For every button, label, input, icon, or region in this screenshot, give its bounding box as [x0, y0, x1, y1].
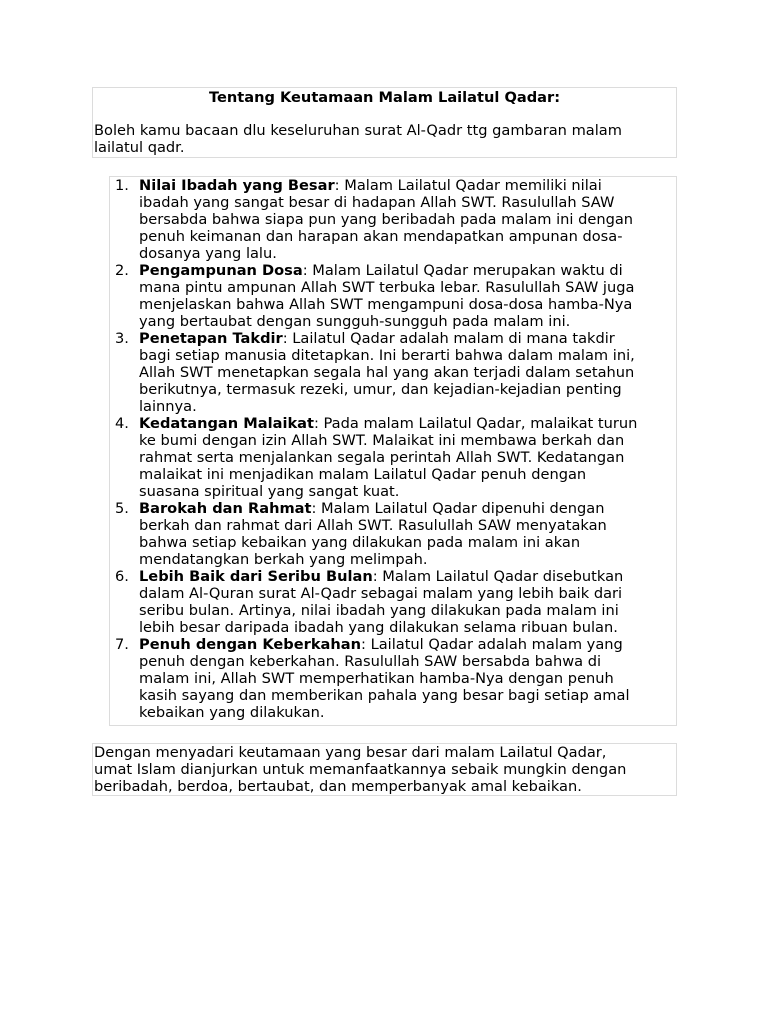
list-item-line: penuh keimanan dan harapan akan mendapatkan ampunan dosa-: [139, 228, 623, 245]
list-item-number: 2.: [115, 262, 129, 279]
intro-section: [92, 87, 677, 158]
list-item-line: bagi setiap manusia ditetapkan. Ini berarti bahwa dalam malam ini,: [139, 347, 635, 364]
list-item-line: mana pintu ampunan Allah SWT terbuka lebar. Rasulullah SAW juga: [139, 279, 635, 296]
list-item-line: malaikat ini menjadikan malam Lailatul Qadar penuh dengan: [139, 466, 587, 483]
list-item-line: lainnya.: [139, 398, 197, 415]
list-item-line: : Malam Lailatul Qadar disebutkan: [372, 568, 624, 585]
list-item-line: seribu bulan. Artinya, nilai ibadah yang dilakukan pada malam ini: [139, 602, 619, 619]
list-item-term: Penuh dengan Keberkahan: [139, 636, 362, 653]
virtues-list-section: [109, 176, 677, 726]
list-item: [115, 262, 676, 330]
list-item-line: menjelaskan bahwa Allah SWT mengampuni dosa-dosa hamba-Nya: [139, 296, 633, 313]
closing-paragraph: [93, 744, 676, 795]
intro-paragraph: [93, 122, 676, 156]
list-item-line: bersabda bahwa siapa pun yang beribadah pada malam ini dengan: [139, 211, 634, 228]
list-item-term: Pengampunan Dosa: [139, 262, 303, 279]
list-item-line: : Malam Lailatul Qadar merupakan waktu di: [302, 262, 623, 279]
list-item-line: kasih sayang dan memberikan pahala yang besar bagi setiap amal: [139, 687, 630, 704]
list-item-term: Nilai Ibadah yang Besar: [139, 177, 335, 194]
list-item: [115, 500, 676, 568]
closing-line: beribadah, berdoa, bertaubat, dan memperbanyak amal kebaikan.: [94, 778, 582, 795]
list-item-line: mendatangkan berkah yang melimpah.: [139, 551, 428, 568]
list-item-number: 7.: [115, 636, 129, 653]
list-item-term: Barokah dan Rahmat: [139, 500, 312, 517]
list-item-line: kebaikan yang dilakukan.: [139, 704, 325, 721]
list-item-line: bahwa setiap kebaikan yang dilakukan pada malam ini akan: [139, 534, 581, 551]
list-item-line: : Lailatul Qadar adalah malam yang: [361, 636, 623, 653]
list-item-line: malam ini, Allah SWT memperhatikan hamba-Nya dengan penuh: [139, 670, 614, 687]
list-item-line: ke bumi dengan izin Allah SWT. Malaikat ini membawa berkah dan: [139, 432, 625, 449]
list-item-line: lebih besar daripada ibadah yang dilakukan selama ribuan bulan.: [139, 619, 618, 636]
list-item-number: 3.: [115, 330, 129, 347]
list-item-line: : Malam Lailatul Qadar dipenuhi dengan: [311, 500, 605, 517]
list-item-line: berkah dan rahmat dari Allah SWT. Rasulullah SAW menyatakan: [139, 517, 607, 534]
list-item-line: suasana spiritual yang sangat kuat.: [139, 483, 400, 500]
list-item-number: 5.: [115, 500, 129, 517]
virtues-list: [110, 177, 676, 721]
list-item-line: Allah SWT menetapkan segala hal yang akan terjadi dalam setahun: [139, 364, 635, 381]
list-item-number: 6.: [115, 568, 129, 585]
closing-line: umat Islam dianjurkan untuk memanfaatkannya sebaik mungkin dengan: [94, 761, 627, 778]
list-item-line: dalam Al-Quran surat Al-Qadr sebagai malam yang lebih baik dari: [139, 585, 623, 602]
list-item-line: rahmat serta menjalankan segala perintah Allah SWT. Kedatangan: [139, 449, 625, 466]
list-item-term: Lebih Baik dari Seribu Bulan: [139, 568, 373, 585]
list-item-line: : Pada malam Lailatul Qadar, malaikat turun: [313, 415, 638, 432]
closing-section: [92, 743, 677, 796]
list-item: [115, 568, 676, 636]
intro-line: lailatul qadr.: [94, 139, 185, 156]
closing-line: Dengan menyadari keutamaan yang besar dari malam Lailatul Qadar,: [94, 744, 607, 761]
intro-line: Boleh kamu bacaan dlu keseluruhan surat Al-Qadr ttg gambaran malam: [94, 122, 622, 139]
list-item-line: berikutnya, termasuk rezeki, umur, dan kejadian-kejadian penting: [139, 381, 622, 398]
list-item: [115, 177, 676, 262]
list-item-line: yang bertaubat dengan sungguh-sungguh pada malam ini.: [139, 313, 571, 330]
list-item-line: dosanya yang lalu.: [139, 245, 277, 262]
list-item: [115, 330, 676, 415]
document-title: Tentang Keutamaan Malam Lailatul Qadar:: [208, 89, 561, 106]
list-item-line: : Malam Lailatul Qadar memiliki nilai: [334, 177, 602, 194]
list-item-number: 1.: [115, 177, 129, 194]
list-item-term: Kedatangan Malaikat: [139, 415, 314, 432]
list-item-line: ibadah yang sangat besar di hadapan Allah SWT. Rasulullah SAW: [139, 194, 615, 211]
list-item-term: Penetapan Takdir: [139, 330, 283, 347]
list-item: [115, 636, 676, 721]
list-item-line: : Lailatul Qadar adalah malam di mana takdir: [282, 330, 615, 347]
list-item-number: 4.: [115, 415, 129, 432]
list-item-line: penuh dengan keberkahan. Rasulullah SAW bersabda bahwa di: [139, 653, 602, 670]
list-item: [115, 415, 676, 500]
